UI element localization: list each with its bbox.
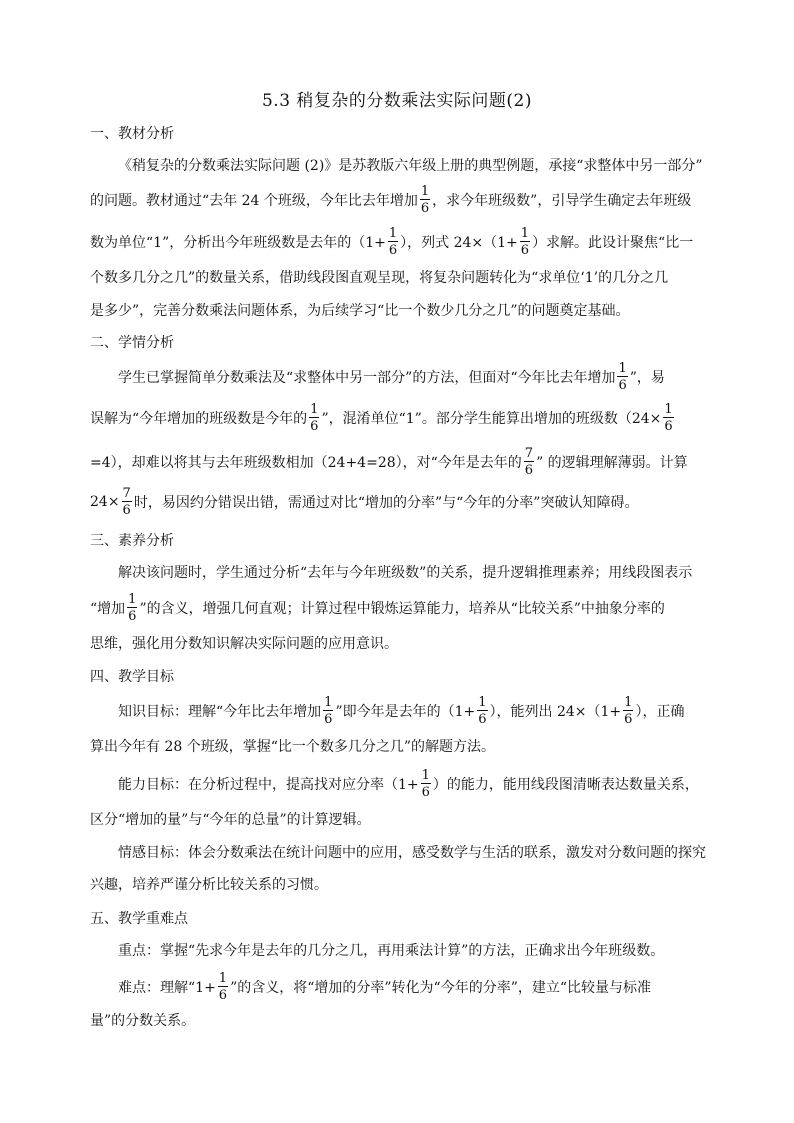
paragraph-line: 《稍复杂的分数乘法实际问题 (2)》是苏教版六年级上册的典型例题，承接“求整体中另一部分” <box>118 158 703 174</box>
fraction-one-sixth: $\frac{1}{6}$ <box>664 402 673 434</box>
paragraph-line: 个数多几分之几”的数量关系，借助线段图直观呈现，将复杂问题转化为“求单位‘1’的几分之几 <box>90 270 669 286</box>
paragraph-line: 兴趣，培养严谨分析比较关系的习惯。 <box>90 877 328 893</box>
fraction-one-sixth: $\frac{1}{6}$ <box>324 695 333 727</box>
paragraph-line: 情感目标：体会分数乘法在统计问题中的应用，感受数学与生活的联系，激发对分数问题的探究 <box>118 845 706 861</box>
paragraph-line: 算出今年有 28 个班级，掌握“比一个数多几分之几”的解题方法。 <box>90 739 496 755</box>
fraction-seven-sixths: $\frac{7}{6}$ <box>524 446 534 478</box>
section-heading-learner-analysis: 二、学情分析 <box>90 335 174 351</box>
paragraph-line: 知识目标：理解“今年比去年增加 $\frac{1}{6}$ ”即今年是去年的（1+ $\frac{1}{6}$ ），能列出 24×（1+ $\frac{1}{6}$ ），正确 <box>118 695 685 727</box>
fraction-one-sixth: $\frac{1}{6}$ <box>388 226 398 258</box>
paragraph-line: “增加 $\frac{1}{6}$ ”的含义，增强几何直观；计算过程中锻炼运算能力，培养从“比较关系”中抽象分率的 <box>90 592 665 624</box>
fraction-seven-sixths: $\frac{7}{6}$ <box>122 486 131 518</box>
fraction-one-sixth: $\frac{1}{6}$ <box>478 695 487 727</box>
paragraph-line: 思维，强化用分数知识解决实际问题的应用意识。 <box>90 636 398 652</box>
fraction-one-sixth: $\frac{1}{6}$ <box>420 184 430 216</box>
paragraph-line: 数为单位“1”，分析出今年班级数是去年的（1+ $\frac{1}{6}$ ），列式 24×（1+ $\frac{1}{6}$ ）求解。此设计聚焦“比一 <box>90 226 694 258</box>
paragraph-line: 区分“增加的量”与“今年的总量”的计算逻辑。 <box>90 812 371 828</box>
paragraph-line: 24× $\frac{7}{6}$ 时，易因约分错误出错，需通过对比“增加的分率”与“今年的分率”突破认知障碍。 <box>90 486 639 518</box>
section-heading-literacy-analysis: 三、素养分析 <box>90 533 174 549</box>
section-heading-key-difficult-points: 五、教学重难点 <box>90 911 188 927</box>
paragraph-line: 难点：理解“1+ $\frac{1}{6}$ ”的含义，将“增加的分率”转化为“今年的分率”，建立“比较量与标准 <box>118 971 652 1003</box>
paragraph-line: 重点：掌握“先求今年是去年的几分之几，再用乘法计算”的方法，正确求出今年班级数。 <box>118 943 665 959</box>
fraction-one-sixth: $\frac{1}{6}$ <box>310 402 319 434</box>
fraction-one-sixth: $\frac{1}{6}$ <box>128 592 137 624</box>
paragraph-line: 量”的分数关系。 <box>90 1013 196 1029</box>
fraction-one-sixth: $\frac{1}{6}$ <box>520 226 530 258</box>
paragraph-line: =4），却难以将其与去年班级数相加（24+4=28），对“今年是去年的 $\frac{7}{6}$ ” 的逻辑理解薄弱。计算 <box>90 446 688 478</box>
fraction-one-sixth: $\frac{1}{6}$ <box>421 768 430 800</box>
paragraph-line: 的问题。教材通过“去年 24 个班级，今年比去年增加 $\frac{1}{6}$ ，求今年班级数”，引导学生确定去年班级 <box>90 184 692 216</box>
paragraph-line: 解决该问题时，学生通过分析“去年与今年班级数”的关系，提升逻辑推理素养；用线段图表示 <box>118 565 693 581</box>
paragraph-line: 能力目标：在分析过程中，提高找对应分率（1+ $\frac{1}{6}$ ）的能力，能用线段图清晰表达数量关系， <box>118 768 699 800</box>
paragraph-line: 误解为“今年增加的班级数是今年的 $\frac{1}{6}$ ”，混淆单位“1”。部分学生能算出增加的班级数（24× $\frac{1}{6}$ <box>90 402 673 434</box>
paragraph-line: 学生已掌握简单分数乘法及“求整体中另一部分”的方法，但面对“今年比去年增加 $\frac{1}{6}$ ”，易 <box>118 361 665 393</box>
fraction-one-sixth: $\frac{1}{6}$ <box>218 971 228 1003</box>
page-title: 5.3 稍复杂的分数乘法实际问题(2) <box>261 91 533 111</box>
section-heading-textbook-analysis: 一、教材分析 <box>90 126 174 142</box>
paragraph-line: 是多少”，完善分数乘法问题体系，为后续学习“比一个数少几分之几”的问题奠定基础。 <box>90 303 630 319</box>
fraction-one-sixth: $\frac{1}{6}$ <box>618 361 627 393</box>
fraction-one-sixth: $\frac{1}{6}$ <box>624 695 633 727</box>
section-heading-teaching-goals: 四、教学目标 <box>90 669 174 685</box>
